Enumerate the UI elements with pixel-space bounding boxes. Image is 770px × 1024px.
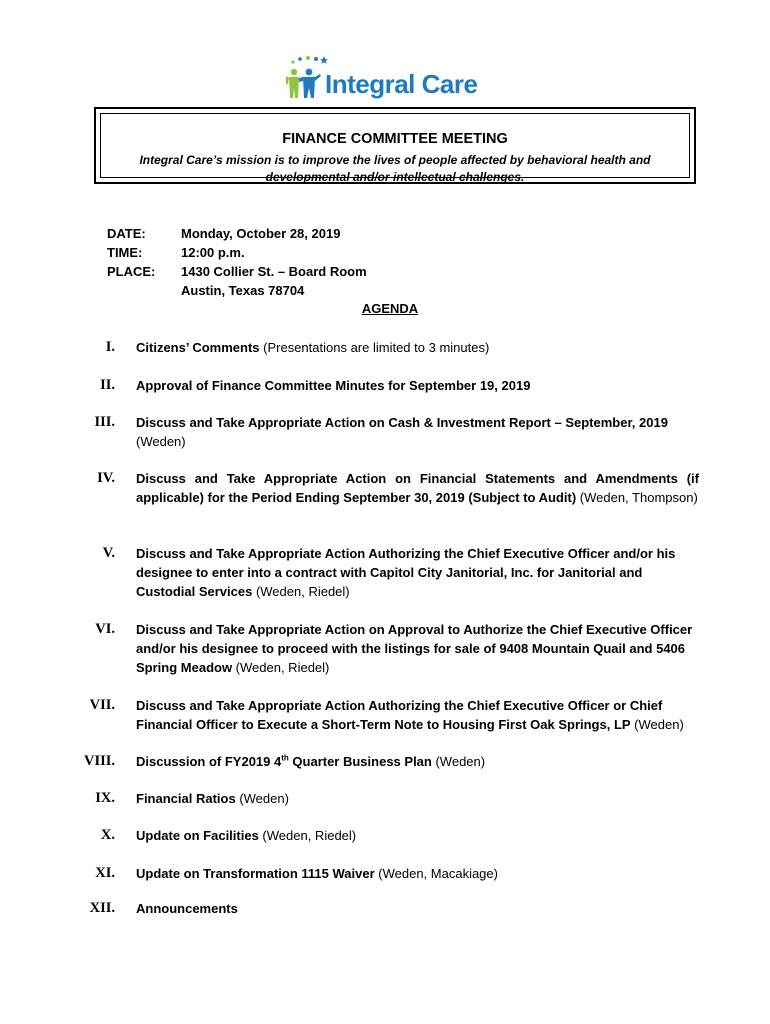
agenda-item-title: Announcements bbox=[136, 901, 238, 916]
agenda-item-number: VII. bbox=[89, 697, 115, 713]
agenda-item-title: Approval of Finance Committee Minutes for September 19, 2019 bbox=[136, 378, 531, 393]
agenda-item-title: Discuss and Take Appropriate Action on Financial Statements and Amendments (if applicable) for the Period Ending September 30, 2019 (Subject to Audit) bbox=[136, 471, 699, 505]
agenda-item-note: (Weden) bbox=[431, 754, 486, 769]
agenda-item-number: VI. bbox=[95, 621, 115, 637]
place-value-line-2: Austin, Texas 78704 bbox=[181, 283, 305, 298]
agenda-item-number: I. bbox=[105, 339, 115, 355]
agenda-item-note: (Weden) bbox=[136, 434, 186, 449]
agenda-item-number: IX. bbox=[95, 790, 115, 806]
agenda-item-number: X. bbox=[100, 827, 115, 843]
mission-statement bbox=[131, 152, 659, 186]
agenda-item-title: Discuss and Take Appropriate Action on Approval to Authorize the Chief Executive Officer and/or his designee to proceed with the listings for sale of 9408 Mountain Quail and 5406 Spring Meadow bbox=[136, 622, 693, 675]
agenda-item-number: XII. bbox=[89, 900, 115, 916]
agenda-item-title: Update on Facilities bbox=[136, 828, 259, 843]
date-label: DATE: bbox=[107, 226, 146, 241]
agenda-item-title: Financial Ratios bbox=[136, 791, 236, 806]
place-value-line-1: 1430 Collier St. – Board Room bbox=[181, 264, 367, 279]
mission-line-1: Integral Care’s mission is to improve the lives of people affected by behavioral health and bbox=[139, 153, 651, 167]
agenda-item-title: Citizens’ Comments bbox=[136, 340, 260, 355]
place-label: PLACE: bbox=[107, 264, 156, 279]
agenda-item-number: V. bbox=[102, 545, 115, 561]
agenda-item-number: XI. bbox=[95, 865, 115, 881]
date-value: Monday, October 28, 2019 bbox=[181, 226, 341, 241]
time-value: 12:00 p.m. bbox=[181, 245, 245, 260]
agenda-item-note: (Weden, Riedel) bbox=[232, 660, 330, 675]
agenda-item-number: III. bbox=[94, 414, 115, 430]
agenda-item-title: Discuss and Take Appropriate Action on Cash & Investment Report – September, 2019 bbox=[136, 415, 668, 430]
agenda-item-note: (Weden, Riedel) bbox=[252, 584, 350, 599]
agenda-item-title: Discuss and Take Appropriate Action Authorizing the Chief Executive Officer or Chief Financial Officer to Execute a Short-Term Note to Housing First Oak Springs, LP bbox=[136, 698, 663, 732]
mission-line-2: developmental and/or intellectual challenges. bbox=[265, 170, 525, 184]
agenda-item-note: (Weden, Macakiage) bbox=[374, 866, 498, 881]
agenda-item-title: Discussion of FY2019 4 bbox=[136, 754, 282, 769]
agenda-item-note: (Presentations are limited to 3 minutes) bbox=[259, 340, 490, 355]
agenda-item-number: VIII. bbox=[83, 753, 115, 769]
people-figures-logo-icon bbox=[284, 54, 328, 100]
agenda-item-note: (Weden) bbox=[630, 717, 684, 732]
agenda-item-note: (Weden, Thompson) bbox=[576, 490, 698, 505]
page-title: FINANCE COMMITTEE MEETING bbox=[282, 131, 508, 147]
agenda-item-note: (Weden, Riedel) bbox=[258, 828, 357, 843]
logo-wordmark: Integral Care bbox=[325, 69, 478, 99]
time-label: TIME: bbox=[107, 245, 143, 260]
agenda-item-number: II. bbox=[100, 377, 115, 393]
agenda-item-title: Update on Transformation 1115 Waiver bbox=[136, 866, 375, 881]
agenda-item-title: Discuss and Take Appropriate Action Authorizing the Chief Executive Officer and/or his designee to enter into a contract with Capitol City Janitorial, Inc. for Janitorial and Custodial Services bbox=[136, 546, 676, 599]
agenda-item-superscript: th bbox=[281, 753, 289, 763]
agenda-item-title-continued: Quarter Business Plan bbox=[288, 754, 432, 769]
agenda-heading: AGENDA bbox=[361, 301, 419, 316]
agenda-item-number: IV. bbox=[97, 470, 115, 486]
integral-care-logo bbox=[284, 54, 494, 104]
meeting-header-box bbox=[94, 107, 696, 184]
agenda-item-note: (Weden) bbox=[235, 791, 289, 806]
